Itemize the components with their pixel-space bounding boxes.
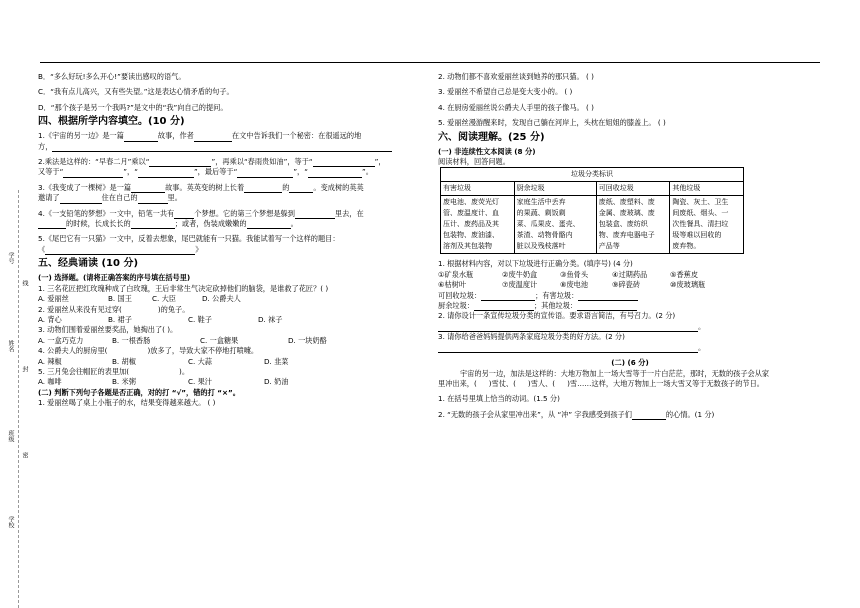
list-item: ②废牛奶盒 — [502, 269, 538, 279]
mc-option[interactable]: B. 米粥 — [112, 377, 136, 387]
answer-blank[interactable] — [578, 291, 638, 301]
reading-q1: 1. 根据材料内容，对以下垃圾进行正确分类。(填序号) (4 分) — [438, 259, 633, 269]
fill-blank[interactable] — [244, 183, 282, 193]
table-header-cell: 厨余垃圾 — [514, 182, 596, 196]
item-list-1 — [438, 270, 822, 280]
table-title: 垃圾分类标识 — [441, 168, 744, 182]
binding-dashed-line — [18, 190, 19, 608]
mc-q2-options — [38, 315, 422, 325]
mc-option[interactable]: A. 辣椒 — [38, 356, 62, 366]
fill-q3-cont: 邀请了 住在自己的 里。 — [38, 193, 182, 203]
section-6-sub-2: (二) (6 分) — [611, 358, 649, 368]
table-header-cell: 有害垃圾 — [441, 182, 515, 196]
fill-blank[interactable] — [247, 219, 291, 229]
list-item: ⑨碎瓷砖 — [612, 280, 641, 290]
fill-blank[interactable] — [45, 245, 195, 255]
category-row-1: 可回收垃圾： ；有害垃圾： — [438, 291, 822, 301]
fill-blank[interactable] — [313, 157, 375, 167]
left-column — [38, 72, 422, 409]
mc-q2: 2. 爱丽丝从来没有见过穿( )的兔子。 — [38, 304, 190, 314]
mc-option[interactable]: D. 公爵夫人 — [202, 294, 241, 304]
mc-q1-options — [38, 294, 422, 304]
fill-q4-cont: 的时候，长成长长的 ；或者，伪装成嫩嫩的 。 — [38, 219, 422, 229]
mc-q4: 4. 公爵夫人的厨房里( )放多了，导致大家不停地打喷嚏。 — [38, 346, 259, 356]
mc-option[interactable]: C. 大臣 — [152, 294, 176, 304]
label-secret: 密 — [21, 452, 28, 458]
answer-blank[interactable] — [577, 301, 637, 311]
table-cell: 家庭生活中丢弃 的果蔬、剩饭剩 菜、瓜果皮、蛋壳、 茶渣、动物骨骼内 脏以及残枝落叶 — [514, 196, 596, 254]
option-c: C．“我有点儿高兴，又有些失望。”这是表达心情矛盾的句子。 — [38, 87, 234, 97]
list-item: ⑦废温度计 — [502, 280, 538, 290]
label-class: 班级 — [7, 430, 14, 442]
table-cell: 废电池、废荧光灯 管、废温度计、血 压计、废药品及其 包装物、废油漆、 溶剂及其包装物 — [441, 196, 515, 254]
answer-blank[interactable] — [481, 291, 535, 301]
answer-line: 。 — [438, 343, 822, 353]
list-item: ⑥枯树叶 — [438, 280, 467, 290]
table-header-cell: 其他垃圾 — [670, 182, 744, 196]
label-school: 学校 — [7, 516, 14, 528]
table-header-row — [441, 182, 744, 196]
option-b: B．“多么好玩!多么开心!”要读出感叹的语气。 — [38, 72, 186, 81]
top-rule — [40, 62, 820, 63]
answer-blank[interactable] — [474, 301, 534, 311]
tf-q3: 3. 爱丽丝不希望自己总是变大变小的。 ( ) — [438, 87, 573, 97]
mc-q5-options — [38, 377, 422, 387]
list-item: ⑤香蕉皮 — [670, 269, 699, 279]
table-cell: 陶瓷、灰土、卫生 间废纸、烟头、一 次性餐具、清扫垃 圾等难以回收的 废弃物。 — [670, 196, 744, 254]
section-5-sub-2: (二) 判断下列句子各题是否正确，对的打 “√”，错的打 “×”。 — [38, 387, 240, 397]
garbage-sort-table — [440, 167, 744, 254]
list-item: ⑧废电池 — [560, 280, 589, 290]
list-item: ①矿泉水瓶 — [438, 269, 474, 279]
mc-option[interactable]: B. 一根香肠 — [112, 335, 151, 345]
fill-q2-cont: 又等于“ ”，“ ”，最后等于“ ”，“ ”。 — [38, 167, 373, 177]
fill-q3: 3.《我变成了一棵树》是一篇 故事。英英变的树上长着 的 。变成树的英英 — [38, 182, 364, 192]
mc-option[interactable]: A. 咖啡 — [38, 377, 62, 387]
fill-blank[interactable] — [124, 132, 158, 142]
mc-q3-options — [38, 336, 422, 346]
answer-blank[interactable] — [632, 410, 666, 420]
answer-blank[interactable] — [438, 343, 698, 353]
fill-blank[interactable] — [131, 183, 165, 193]
table-header-cell: 可回收垃圾 — [596, 182, 670, 196]
section-6-title: 六、阅读理解。(25 分) — [438, 131, 545, 143]
fill-q1-cont: 方， — [38, 142, 422, 152]
mc-option[interactable]: B. 裙子 — [108, 314, 132, 324]
fill-blank[interactable] — [138, 194, 168, 204]
category-row-2: 厨余垃圾： ；其他垃圾： — [438, 301, 822, 311]
tf-q5: 5. 爱丽丝漫游醒来时，发现自己躺在河岸上，头枕在姐姐的膝盖上。 ( ) — [438, 118, 666, 128]
mc-option[interactable]: B. 国王 — [108, 294, 132, 304]
fill-q5: 5.《尾巴它有一只猫》一文中，反着去想象，尾巴就能有一只猫。我能试着写一个这样的题目： — [38, 234, 340, 244]
fill-blank[interactable] — [63, 168, 123, 178]
passage-line-1: 宇宙的另一边，加法是这样的：大地万物加上一场大雪等于一片白茫茫，那时，无数的孩子会从家 — [460, 368, 770, 378]
list-item: ④过期药品 — [612, 269, 648, 279]
passage-q2: 2. “无数的孩子会从家里冲出来”，从 “冲” 字我感受到孩子们 的心情。(1 分) — [438, 409, 715, 419]
passage-line-2: 里冲出来，( )雪仗、( )雪人、( )雪……这样，大地万物加上一场大雪又等于无数孩子的节日。 — [438, 378, 764, 388]
fill-blank[interactable] — [308, 168, 362, 178]
fill-blank[interactable] — [149, 157, 211, 167]
tf-q2: 2. 动物们都不喜欢爱丽丝谈到她养的那只猫。 ( ) — [438, 72, 594, 81]
fill-blank[interactable] — [38, 219, 66, 229]
option-d: D．“那个孩子是另一个我吗?”是文中的“我”向自己的提问。 — [38, 102, 228, 112]
label-seal-line: 线 — [21, 280, 28, 286]
label-student-id: 学号 — [7, 252, 14, 264]
mc-option[interactable]: C. 大蒜 — [188, 356, 212, 366]
reading-intro: 阅读材料，回答问题。 — [438, 157, 510, 167]
mc-option[interactable]: C. 果汁 — [188, 377, 212, 387]
section-5-sub-1: (一) 选择题。(请将正确答案的序号填在括号里) — [38, 273, 191, 283]
mc-option[interactable]: A. 一盒巧克力 — [38, 335, 84, 345]
mc-option[interactable]: D. 一块奶酪 — [288, 335, 327, 345]
fill-blank[interactable] — [60, 194, 102, 204]
mc-option[interactable]: D. 韭菜 — [264, 356, 289, 366]
section-4-title: 四、根据所学内容填空。(10 分) — [38, 116, 185, 128]
fill-blank[interactable] — [131, 219, 175, 229]
label-seal: 封 — [21, 366, 28, 372]
mc-q4-options — [38, 357, 422, 367]
fill-q1: 1.《宇宙的另一边》是一篇 故事，作者 在文中告诉我们一个秘密：在很遥远的地 — [38, 131, 362, 141]
fill-q2: 2.乘法是这样的：“早春二月”乘以“ ”，再乘以“春雨贵如油”，等于“ ”， — [38, 157, 386, 167]
answer-line: 。 — [438, 322, 822, 332]
list-item: ⑩废玻璃瓶 — [670, 280, 706, 290]
table-row — [441, 196, 744, 254]
binding-margin — [4, 190, 30, 608]
list-item: ③鱼骨头 — [560, 269, 589, 279]
section-6-sub-1: (一) 非连续性文本阅读 (8 分) — [438, 146, 536, 156]
fill-blank[interactable] — [138, 168, 194, 178]
mc-option[interactable]: C. 一盒糖果 — [200, 335, 239, 345]
fill-blank[interactable] — [194, 132, 232, 142]
right-column — [438, 72, 822, 420]
mc-option[interactable]: C. 鞋子 — [188, 314, 212, 324]
fill-q5-cont: 《 》 — [38, 244, 203, 254]
fill-blank[interactable] — [289, 183, 313, 193]
fill-blank[interactable] — [174, 209, 194, 219]
tf-q4: 4. 在厨房爱丽丝说公爵夫人手里的孩子像马。 ( ) — [438, 102, 594, 112]
label-name: 姓名 — [7, 340, 14, 352]
mc-option[interactable]: D. 袜子 — [258, 314, 283, 324]
mc-q5: 5. 三月兔会往帽匠的表里加( )。 — [38, 366, 190, 376]
mc-q1: 1. 三名花匠把红玫瑰种成了白玫瑰，王后非常生气决定砍掉他们的脑袋，是谁救了花匠？( ) — [38, 283, 329, 293]
item-list-2 — [438, 280, 822, 290]
reading-q2: 2. 请你设计一条宣传垃圾分类的宣传语。要求语言简洁，有号召力。(2 分) — [438, 311, 676, 321]
fill-blank[interactable] — [295, 209, 335, 219]
answer-blank[interactable] — [438, 322, 698, 332]
reading-q3: 3. 请你给爸爸妈妈提供两条家庭垃圾分类的好方法。(2 分) — [438, 332, 625, 342]
passage-q1: 1. 在括号里填上恰当的动词。(1.5 分) — [438, 394, 560, 404]
mc-option[interactable]: D. 奶油 — [264, 377, 289, 387]
mc-q3: 3. 动物们围着爱丽丝要奖品，她掏出了( )。 — [38, 325, 178, 335]
mc-option[interactable]: A. 爱丽丝 — [38, 294, 69, 304]
table-cell: 废纸、废塑料、废 金属、废玻璃、废 包装盒、废纺织 物、废弃电器电子 产品等 — [596, 196, 670, 254]
tf-q1: 1. 爱丽丝喝了桌上小瓶子的水，结果变得越来越大。 ( ) — [38, 398, 216, 408]
fill-blank[interactable] — [237, 168, 293, 178]
fill-blank[interactable] — [52, 142, 392, 152]
mc-option[interactable]: B. 胡椒 — [112, 356, 136, 366]
section-5-title: 五、经典诵读 (10 分) — [38, 258, 139, 270]
mc-option[interactable]: A. 背心 — [38, 314, 62, 324]
fill-q4: 4.《一支铅笔的梦想》一文中，铅笔一共有 个梦想。它的第三个梦想是躲到 里去，在 — [38, 208, 364, 218]
